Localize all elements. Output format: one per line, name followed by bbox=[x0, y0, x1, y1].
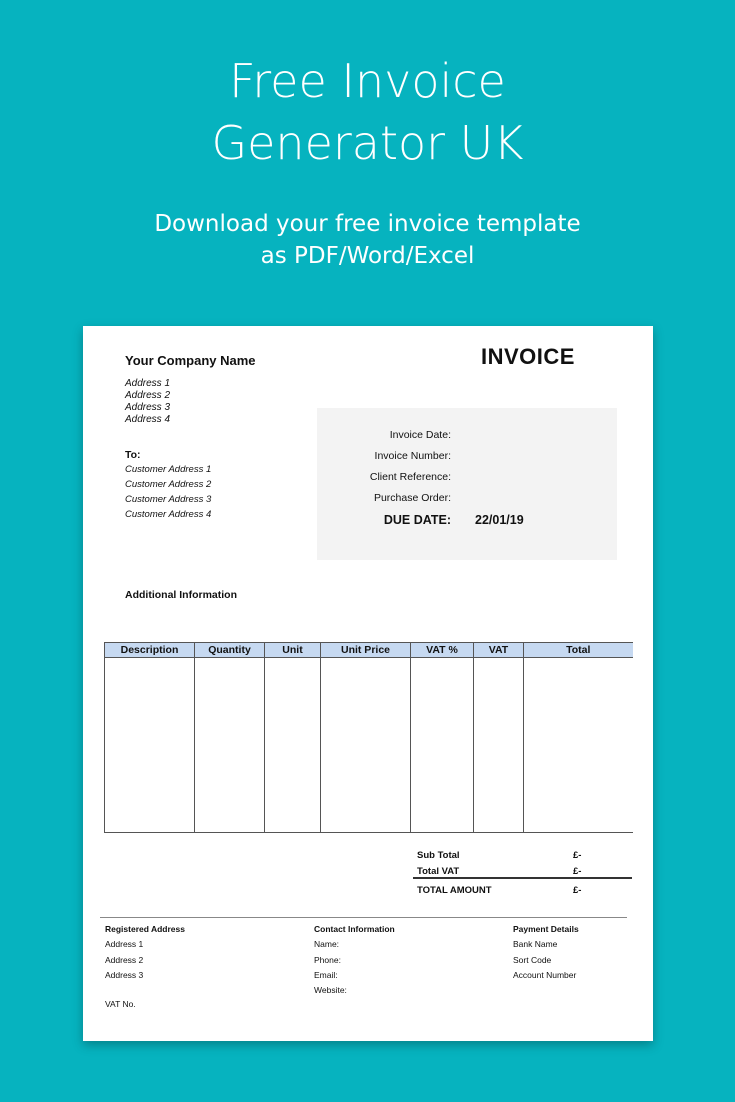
invoice-number-label: Invoice Number: bbox=[374, 450, 451, 462]
invoice-sheet bbox=[83, 326, 653, 1041]
total-amount-label: TOTAL AMOUNT bbox=[417, 885, 492, 896]
registered-address-line: Address 1 bbox=[105, 939, 144, 950]
table-cell bbox=[195, 658, 265, 833]
table-row bbox=[105, 658, 633, 833]
line-items-table bbox=[104, 642, 633, 833]
hero-subtitle bbox=[0, 208, 735, 272]
company-address bbox=[125, 378, 170, 426]
table-cell bbox=[474, 658, 524, 833]
column-header-quantity: Quantity bbox=[195, 643, 265, 658]
address-line: Address 4 bbox=[125, 414, 171, 425]
payment-details-heading: Payment Details bbox=[513, 924, 579, 934]
contact-information-block bbox=[314, 922, 395, 998]
table-cell bbox=[524, 658, 633, 833]
hero-title bbox=[0, 50, 735, 174]
contact-line-name: Name: bbox=[314, 939, 340, 950]
sub-total-value: £- bbox=[573, 850, 582, 861]
registered-address-heading: Registered Address bbox=[105, 924, 185, 934]
registered-address-block bbox=[105, 922, 185, 983]
total-vat-label: Total VAT bbox=[417, 866, 460, 877]
total-amount-value: £- bbox=[573, 885, 582, 896]
registered-address-line: Address 2 bbox=[105, 954, 144, 965]
column-header-unit-price: Unit Price bbox=[321, 643, 411, 658]
hero-title-line-1: Free Invoice bbox=[229, 54, 506, 108]
hero-title-line-2: Generator UK bbox=[211, 116, 524, 170]
total-vat-value: £- bbox=[573, 866, 582, 877]
registered-address-line: Address 3 bbox=[105, 969, 144, 980]
vat-number-label: VAT No. bbox=[105, 999, 136, 1009]
invoice-title: INVOICE bbox=[481, 344, 575, 369]
table-header-row bbox=[105, 643, 633, 658]
due-date-label: DUE DATE: bbox=[383, 513, 451, 527]
payment-line-bank-name: Bank Name bbox=[513, 939, 558, 950]
table-cell bbox=[411, 658, 474, 833]
column-header-unit: Unit bbox=[265, 643, 321, 658]
contact-line-phone: Phone: bbox=[314, 954, 341, 965]
address-line: Address 2 bbox=[125, 390, 171, 401]
table-cell bbox=[265, 658, 321, 833]
to-label: To: bbox=[125, 449, 141, 461]
due-date-value: 22/01/19 bbox=[475, 513, 524, 527]
client-reference-label: Client Reference: bbox=[369, 471, 451, 483]
address-line: Address 3 bbox=[125, 402, 171, 413]
contact-information-heading: Contact Information bbox=[314, 924, 395, 934]
invoice-date-label: Invoice Date: bbox=[389, 429, 451, 441]
column-header-vat-percent: VAT % bbox=[411, 643, 474, 658]
payment-details-block bbox=[513, 922, 579, 983]
customer-address-line: Customer Address 4 bbox=[125, 509, 212, 520]
sub-total-label: Sub Total bbox=[417, 850, 460, 861]
customer-address-line: Customer Address 2 bbox=[125, 479, 212, 490]
purchase-order-label: Purchase Order: bbox=[373, 492, 451, 504]
footer-divider bbox=[100, 917, 627, 918]
table-cell bbox=[321, 658, 411, 833]
company-name: Your Company Name bbox=[125, 353, 256, 368]
customer-address bbox=[125, 462, 211, 522]
column-header-description: Description bbox=[105, 643, 195, 658]
customer-address-line: Customer Address 3 bbox=[125, 494, 212, 505]
invoice-meta-box bbox=[317, 408, 617, 560]
contact-line-email: Email: bbox=[314, 969, 338, 980]
contact-line-website: Website: bbox=[314, 985, 347, 996]
address-line: Address 1 bbox=[125, 378, 171, 389]
totals-divider bbox=[413, 877, 632, 879]
payment-line-account-number: Account Number bbox=[513, 969, 577, 980]
additional-information-label: Additional Information bbox=[125, 589, 237, 601]
table-cell bbox=[105, 658, 195, 833]
column-header-total: Total bbox=[524, 643, 633, 658]
hero-subtitle-line-1: Download your free invoice template bbox=[154, 211, 581, 237]
hero-subtitle-line-2: as PDF/Word/Excel bbox=[260, 243, 475, 269]
column-header-vat: VAT bbox=[474, 643, 524, 658]
payment-line-sort-code: Sort Code bbox=[513, 954, 552, 965]
customer-address-line: Customer Address 1 bbox=[125, 464, 212, 475]
